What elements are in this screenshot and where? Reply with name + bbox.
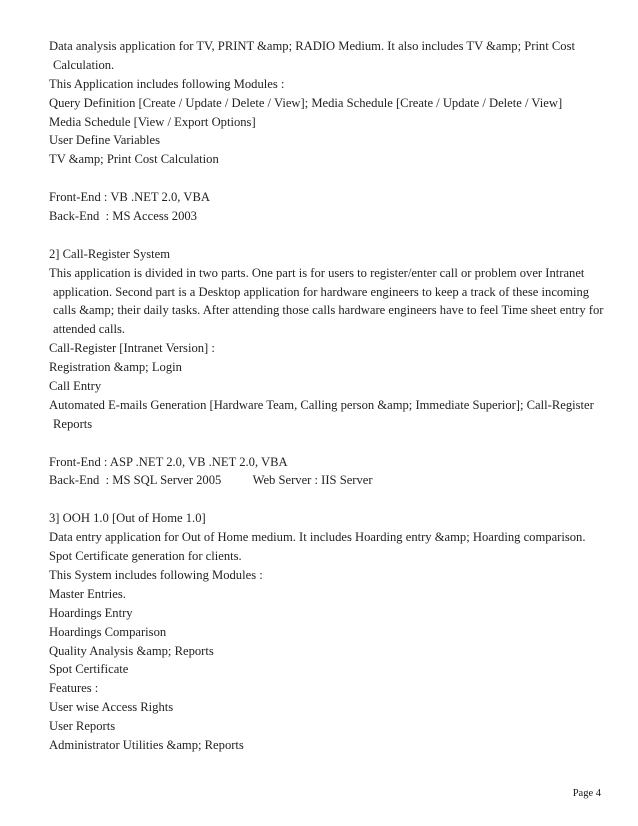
text-line: Registration &amp; Login bbox=[49, 360, 182, 375]
text-line: Query Definition [Create / Update / Delete / View]; Media Schedule [Create / Update / Delete / View] bbox=[49, 95, 563, 110]
blank-line bbox=[49, 226, 609, 245]
text-line: Reports bbox=[53, 416, 93, 431]
text-line: Call Entry bbox=[49, 379, 102, 394]
text-line: application. Second part is a Desktop application for hardware engineers to keep a track of these incoming bbox=[53, 284, 590, 299]
blank-line bbox=[49, 490, 609, 509]
text-line: Data analysis application for TV, PRINT &amp; RADIO Medium. It also includes TV &amp; Print Cost bbox=[49, 39, 575, 53]
text-line: TV &amp; Print Cost Calculation bbox=[49, 152, 219, 167]
page-number: Page 4 bbox=[572, 788, 601, 799]
text-line: This Application includes following Modules : bbox=[49, 76, 285, 91]
text-line: Quality Analysis &amp; Reports bbox=[49, 643, 214, 658]
text-line: Master Entries. bbox=[49, 586, 126, 601]
section-heading: 3] OOH 1.0 [Out of Home 1.0] bbox=[49, 511, 206, 526]
text-line: Features : bbox=[49, 681, 99, 696]
text-line: Call-Register [Intranet Version] : bbox=[49, 341, 215, 356]
text-line: Hoardings Comparison bbox=[49, 624, 167, 639]
text-line: Automated E-mails Generation [Hardware Team, Calling person &amp; Immediate Superior]; Call-Register bbox=[49, 397, 594, 412]
text-line: Front-End : VB .NET 2.0, VBA bbox=[49, 190, 210, 205]
text-line: Spot Certificate bbox=[49, 662, 129, 677]
text-line: Spot Certificate generation for clients. bbox=[49, 549, 242, 564]
text-line: Media Schedule [View / Export Options] bbox=[49, 114, 256, 129]
text-line: User Reports bbox=[49, 719, 116, 734]
text-line: User Define Variables bbox=[49, 133, 160, 148]
blank-line bbox=[49, 434, 609, 453]
page-body bbox=[49, 37, 609, 755]
text-line: Back-End : MS Access 2003 bbox=[49, 209, 197, 224]
text-line: This System includes following Modules : bbox=[49, 567, 263, 582]
text-line: User wise Access Rights bbox=[49, 700, 174, 715]
text-line: Front-End : ASP .NET 2.0, VB .NET 2.0, VBA bbox=[49, 454, 288, 469]
section-heading: 2] Call-Register System bbox=[49, 246, 171, 261]
text-line: Back-End : MS SQL Server 2005 Web Server : IIS Server bbox=[49, 473, 373, 488]
text-line: Administrator Utilities &amp; Reports bbox=[49, 737, 244, 752]
text-line: attended calls. bbox=[53, 322, 126, 337]
text-line: Calculation. bbox=[53, 57, 115, 72]
text-line: Hoardings Entry bbox=[49, 605, 133, 620]
blank-line bbox=[49, 169, 609, 188]
text-line: Data entry application for Out of Home medium. It includes Hoarding entry &amp; Hoarding comparison. bbox=[49, 530, 586, 545]
text-line: calls &amp; their daily tasks. After attending those calls hardware engineers have to feel Time sheet entry for bbox=[53, 303, 604, 318]
text-line: This application is divided in two parts. One part is for users to register/enter call or problem over Intranet bbox=[49, 265, 585, 280]
